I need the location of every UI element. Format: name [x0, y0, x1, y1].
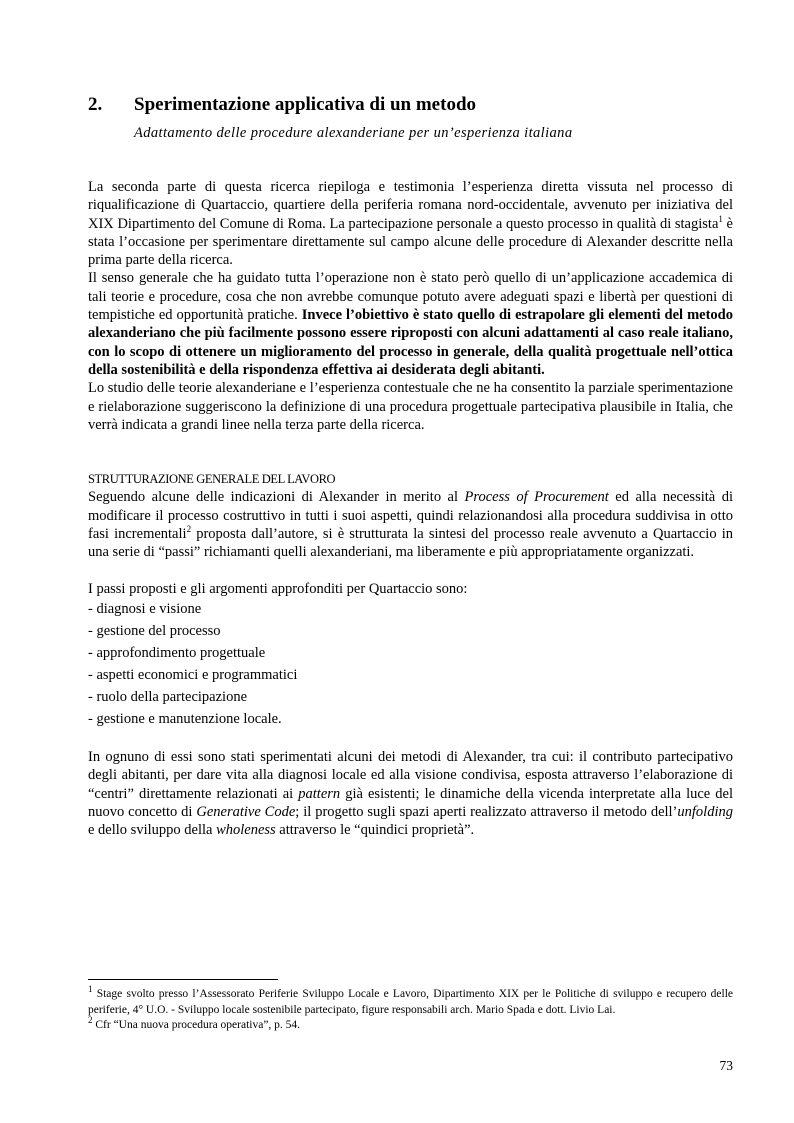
steps-list — [88, 598, 733, 730]
chapter-number: 2. — [88, 94, 103, 115]
intro-paragraph-2: Il senso generale che ha guidato tutta l’operazione non è stato però quello di un’applicazione accademica di tali teorie e procedure, cosa che non avrebbe comunque potuto avere adeguati spazi e libertà per questioni di tempistiche ed opportunità pratiche. Invece l’obiettivo è stato quello di estrapolare gli elementi del metodo alexanderiano che più facilmente possono essere riproposti con alcuni adattamenti al caso reale italiano, con lo scopo di ottenere un miglioramento del processo in generale, della qualità progettuale nell’ottica della sostenibilità e della rispondenza effettiva ai desiderata degli abitanti. — [88, 270, 733, 378]
intro-paragraph-1: La seconda parte di questa ricerca riepiloga e testimonia l’esperienza diretta vissuta nel processo di riqualificazione di Quartaccio, quartiere della periferia romana nord-occidentale, avvenuto per iniziativa del XIX Dipartimento del Comune di Roma. La partecipazione personale a questo processo in qualità di stagista$^1$ è stata l’occasione per sperimentare direttamente sul campo alcune delle procedure di Alexander descritte nella prima parte della ricerca. — [88, 179, 733, 269]
section-heading: STRUTTURAZIONE GENERALE DEL LAVORO — [88, 472, 336, 487]
intro-paragraph-3: Lo studio delle teorie alexanderiane e l’esperienza contestuale che ne ha consentito la parziale sperimentazione e rielaborazione suggeriscono la definizione di una procedura progettuale partecipativa plausibile in Italia, che verrà indicata a grandi linee nella terza parte della ricerca. — [88, 380, 733, 433]
list-item: - approfondimento progettuale — [88, 644, 266, 661]
footnote-ref-1[interactable]: 1 — [718, 213, 723, 224]
footnote-1: $^1$ Stage svolto presso l’Assessorato Periferie Sviluppo Locale e Lavoro, Dipartimento XIX per le Politiche di sviluppo e recupero delle periferie, 4° U.O. - Sviluppo locale sostenibile partecipato, figure responsabili arch. Mario Spada e dott. Livio Lai. — [88, 984, 733, 1016]
footnote-2: $^2$ Cfr “Una nuova procedura operativa”, p. 54. — [88, 1015, 301, 1031]
chapter-subtitle: Adattamento delle procedure alexanderiane per un’esperienza italiana — [134, 125, 573, 141]
chapter-title: Sperimentazione applicativa di un metodo — [134, 94, 477, 115]
list-item: - gestione e manutenzione locale. — [88, 710, 282, 727]
list-item: - gestione del processo — [88, 622, 221, 639]
footnote-ref-2[interactable]: 2 — [186, 524, 192, 535]
list-item: - ruolo della partecipazione — [88, 688, 248, 705]
footnotes — [88, 979, 733, 1034]
footnote-divider — [88, 979, 278, 980]
list-item: - aspetti economici e programmatici — [88, 666, 298, 683]
page-number: 73 — [719, 1058, 733, 1073]
key-statement: Invece l’obiettivo è stato quello di estrapolare gli elementi del metodo alexanderiano che più facilmente possono essere riproposti con alcuni adattamenti al caso reale italiano, con lo scopo di ottenere un miglioramento del processo in generale, della qualità progettuale nell’ottica della sostenibilità e della rispondenza effettiva ai desiderata degli abitanti. — [88, 307, 733, 378]
section-paragraph-1: Seguendo alcune delle indicazioni di Alexander in merito al Process of Procurement ed alla necessità di modificare il processo costruttivo in tutti i suoi aspetti, quindi relazionandosi alla procedura suddivisa in otto fasi incrementali$^2$ proposta dall’autore, si è strutturata la sintesi del processo reale avvenuto a Quartaccio in una serie di “passi” richiamanti quelli alexanderiani, ma liberamente e più appropriatamente organizzati. — [88, 489, 734, 561]
body-text — [88, 178, 733, 839]
list-item: - diagnosi e visione — [88, 600, 202, 617]
list-intro: I passi proposti e gli argomenti approfonditi per Quartaccio sono: — [88, 580, 468, 597]
section-paragraph-2: In ognuno di essi sono stati sperimentati alcuni dei metodi di Alexander, tra cui: il contributo partecipativo degli abitanti, per dare vita alla diagnosi locale ed alla visione condivisa, esposta attraverso l’elaborazione di “centri” direttamente relazionati ai pattern già esistenti; le dinamiche della vicenda interpretate alla luce del nuovo concetto di Generative Code; il progetto sugli spazi aperti realizzato attraverso il metodo dell’unfolding e dello sviluppo della wholeness attraverso le “quindici proprietà”. — [88, 748, 733, 839]
